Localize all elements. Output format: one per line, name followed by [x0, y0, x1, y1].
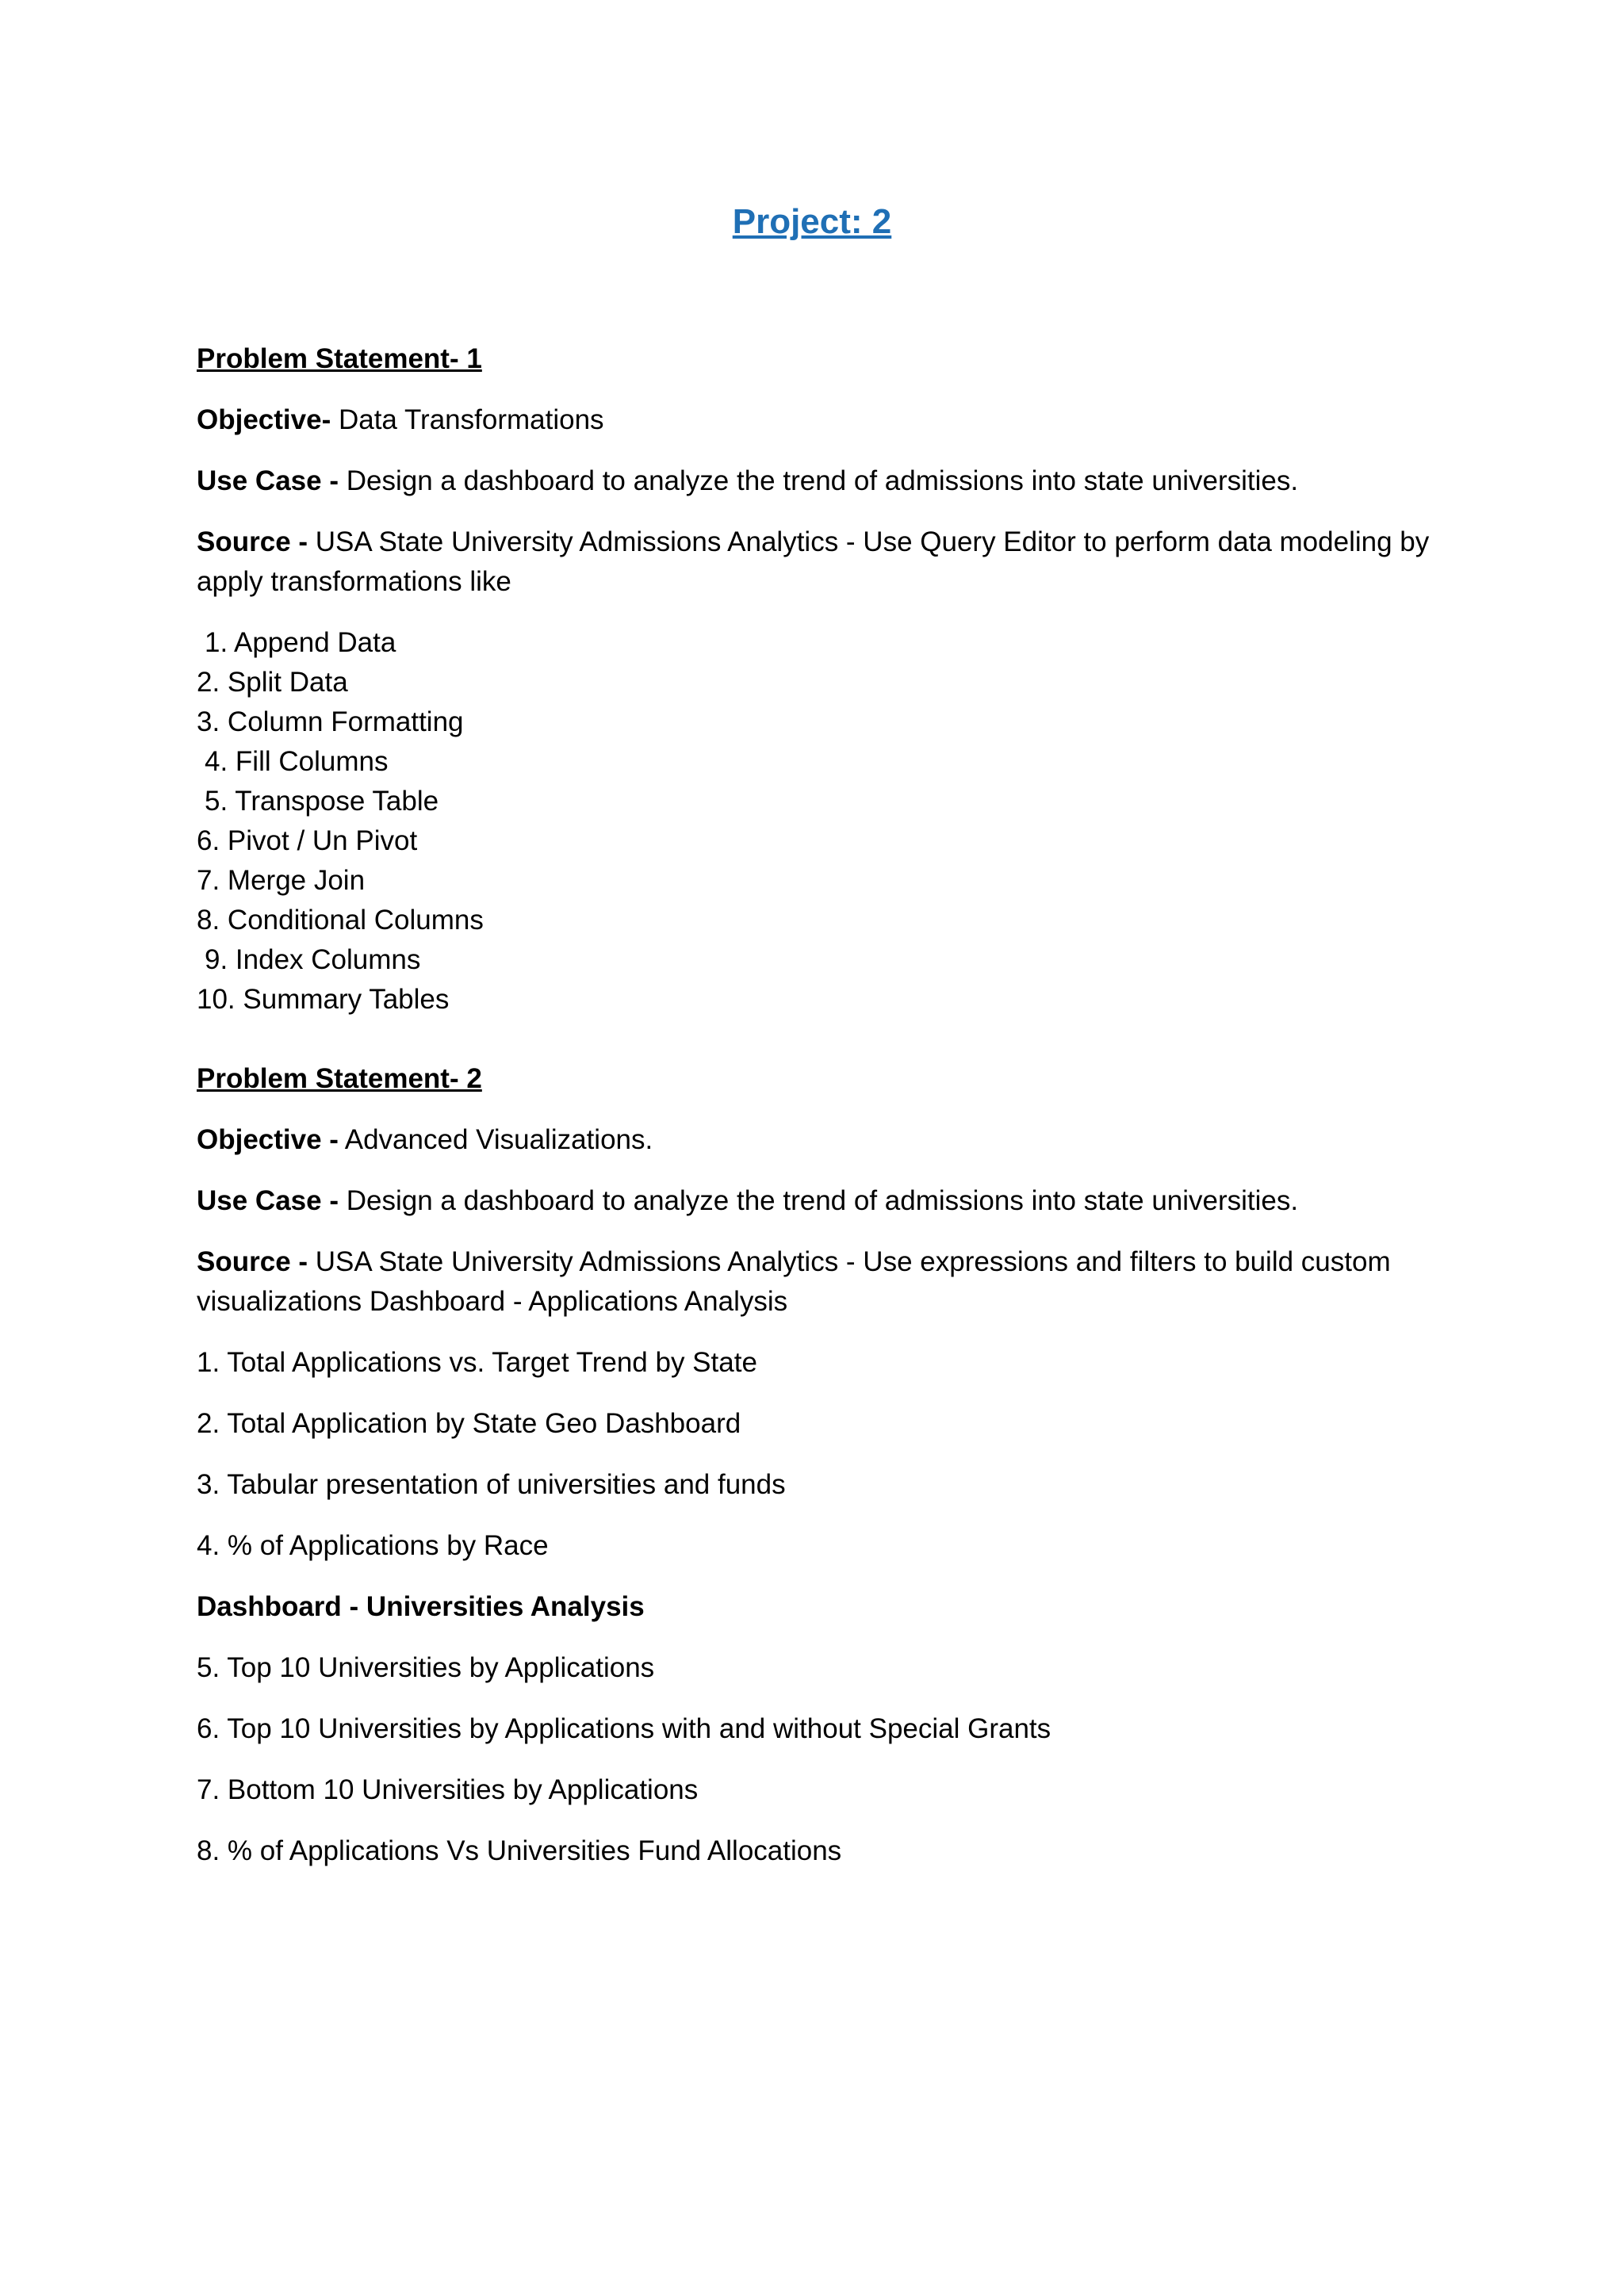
page-title: Project: 2 [732, 202, 892, 241]
ps2-item: 4. % of Applications by Race [197, 1530, 549, 1561]
problem-statement-2 [197, 1059, 1434, 1871]
ps2-item: 8. % of Applications Vs Universities Fund Allocations [197, 1835, 842, 1866]
ps2-objective [197, 1120, 1434, 1160]
ps1-usecase-text: Design a dashboard to analyze the trend of admissions into state universities. [338, 465, 1299, 496]
ps1-objective-label: Objective- [197, 404, 331, 435]
list-item: 2. Split Data [197, 667, 348, 698]
dashboard-universities-heading: Dashboard - Universities Analysis [197, 1591, 645, 1622]
list-item: 4. Fill Columns [205, 746, 389, 777]
list-item: 7. Merge Join [197, 865, 366, 896]
ps1-usecase [197, 461, 1434, 501]
ps2-usecase-text: Design a dashboard to analyze the trend of admissions into state universities. [338, 1185, 1299, 1216]
ps1-heading: Problem Statement- 1 [197, 343, 482, 374]
ps2-source-label: Source - [197, 1246, 308, 1277]
ps2-usecase [197, 1181, 1434, 1221]
ps1-transformations-list [197, 623, 1434, 1020]
list-item: 9. Index Columns [205, 944, 421, 975]
list-item: 10. Summary Tables [197, 984, 450, 1015]
list-item: 5. Transpose Table [205, 786, 439, 817]
ps2-objective-text: Advanced Visualizations. [338, 1124, 653, 1155]
ps2-source-text: USA State University Admissions Analytics - Use expressions and filters to build custom visualizations Dashboard - Applications Analysis [197, 1246, 1391, 1317]
ps2-source [197, 1242, 1434, 1322]
ps2-item: 6. Top 10 Universities by Applications with and without Special Grants [197, 1713, 1051, 1744]
ps1-objective-text: Data Transformations [331, 404, 604, 435]
list-item: 6. Pivot / Un Pivot [197, 825, 418, 856]
ps1-objective [197, 400, 1434, 440]
ps2-objective-label: Objective - [197, 1124, 339, 1155]
ps1-source [197, 522, 1434, 602]
problem-statement-1 [197, 339, 1434, 1020]
ps1-source-text: USA State University Admissions Analytics - Use Query Editor to perform data modeling by apply transformations like [197, 526, 1430, 597]
ps2-item: 3. Tabular presentation of universities and funds [197, 1469, 786, 1500]
ps2-item: 5. Top 10 Universities by Applications [197, 1652, 655, 1683]
list-item: 8. Conditional Columns [197, 905, 484, 936]
ps2-item: 1. Total Applications vs. Target Trend by State [197, 1347, 757, 1378]
ps2-item: 2. Total Application by State Geo Dashboard [197, 1408, 741, 1439]
ps1-source-label: Source - [197, 526, 308, 557]
list-item: 1. Append Data [205, 627, 396, 658]
ps1-usecase-label: Use Case - [197, 465, 339, 496]
ps2-item: 7. Bottom 10 Universities by Applications [197, 1774, 699, 1805]
list-item: 3. Column Formatting [197, 706, 464, 737]
ps2-heading: Problem Statement- 2 [197, 1063, 482, 1094]
ps2-usecase-label: Use Case - [197, 1185, 339, 1216]
document-body [197, 339, 1434, 1871]
